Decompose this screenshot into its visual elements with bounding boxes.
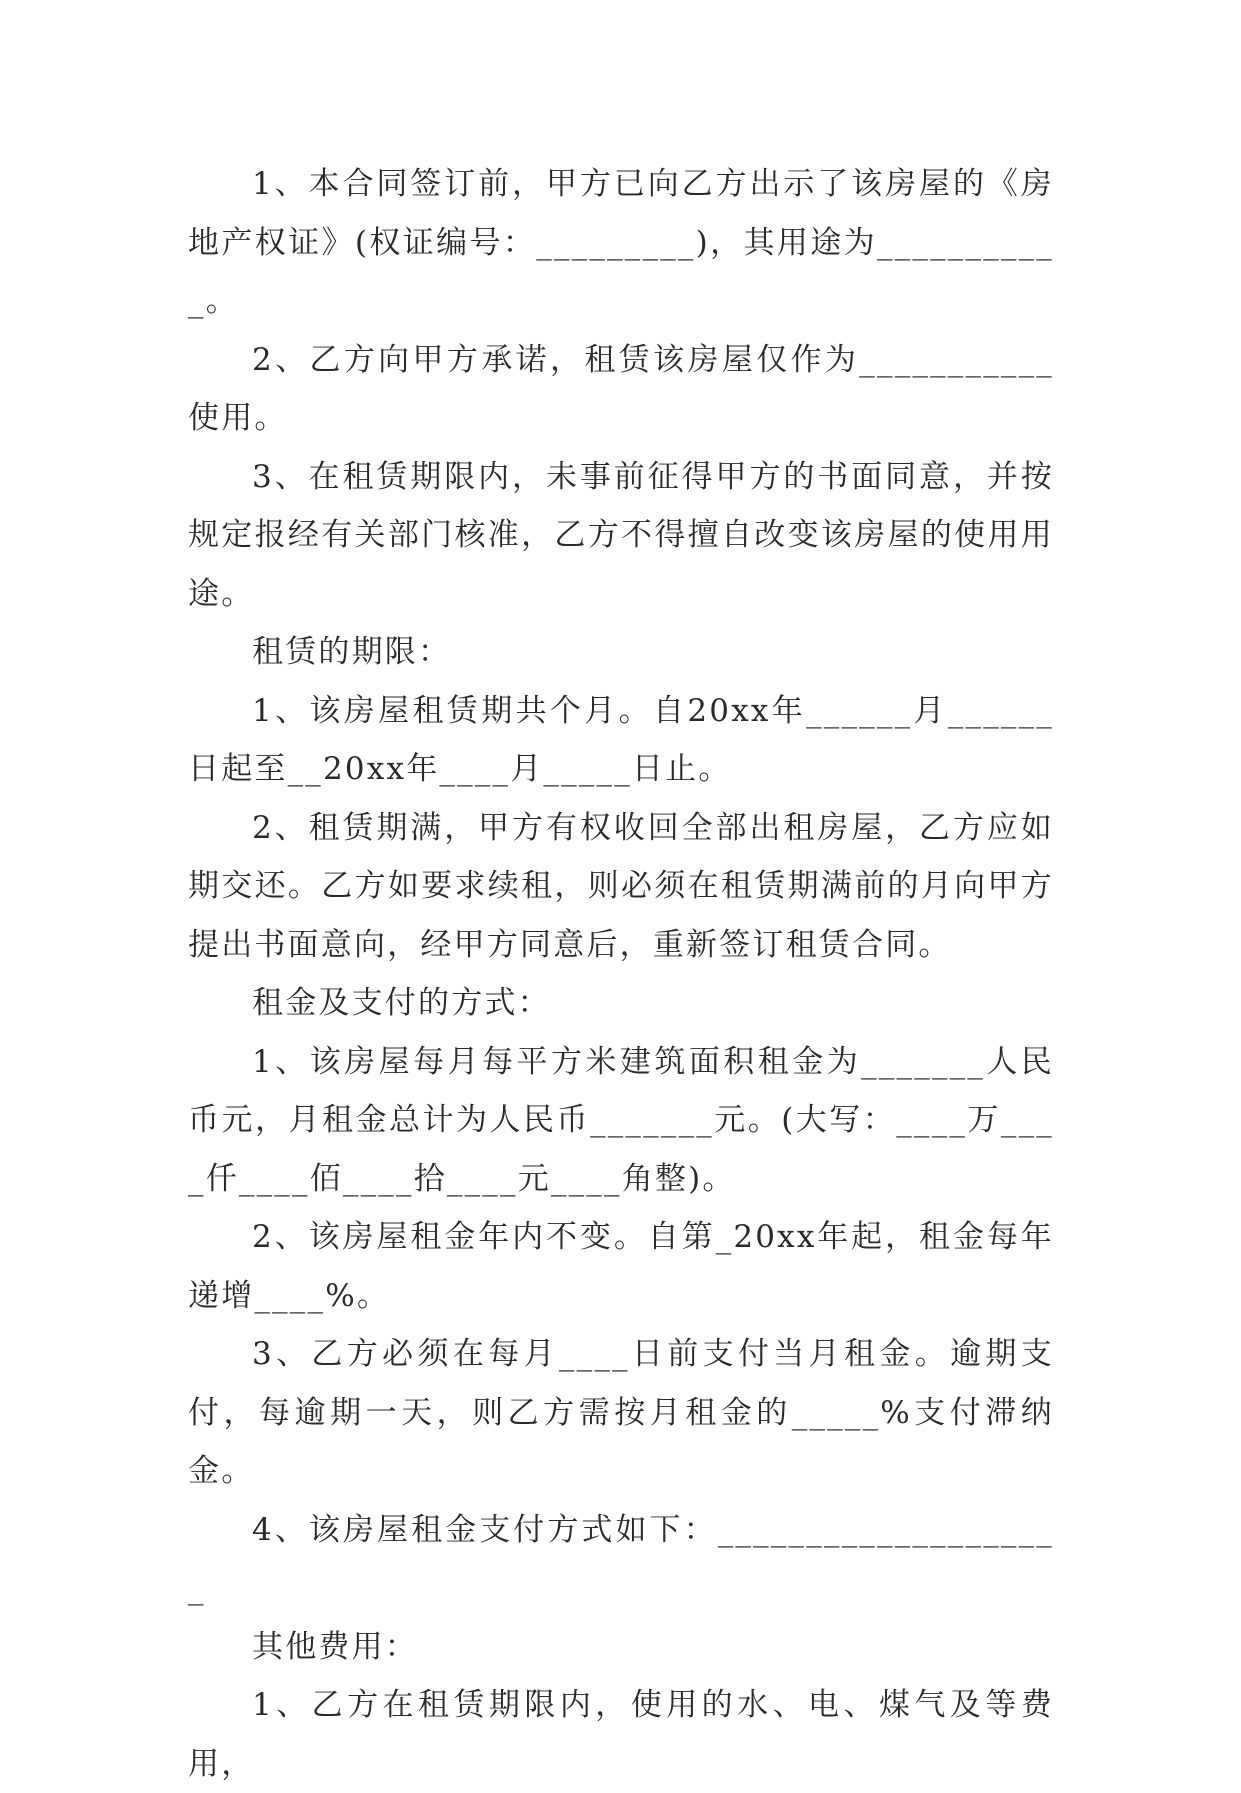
section-heading-rent-payment: 租金及支付的方式： <box>252 985 551 1021</box>
clause-purpose-promise: 2、乙方向甲方承诺，租赁该房屋仅作为___________使用。 <box>188 341 1054 436</box>
clause-term-period: 1、该房屋租赁期共个月。自20xx年______月______日起至__20xx年____月_____日止。 <box>188 692 1054 787</box>
section-heading-other-fees: 其他费用： <box>252 1628 418 1665</box>
clause-rent-due-date: 3、乙方必须在每月____日前支付当月租金。逾期支付，每逾期一天，则乙方需按月租金的_____%支付滞纳金。 <box>188 1336 1054 1489</box>
clause-other-fees-utilities: 1、乙方在租赁期限内，使用的水、电、煤气及等费用， <box>188 1687 1054 1782</box>
clause-rent-method: 4、该房屋租金支付方式如下：____________________ <box>188 1511 1054 1606</box>
clause-term-renewal: 2、租赁期满，甲方有权收回全部出租房屋，乙方应如期交还。乙方如要求续租，则必须在租赁期满前的月向甲方提出书面意向，经甲方同意后，重新签订租赁合同。 <box>188 809 1054 963</box>
document-body <box>188 155 1054 1793</box>
clause-purpose-change: 3、在租赁期限内，未事前征得甲方的书面同意，并按规定报经有关部门核准，乙方不得擅自改变该房屋的使用用途。 <box>188 458 1054 612</box>
clause-purpose-disclosure: 1、本合同签订前，甲方已向乙方出示了该房屋的《房地产权证》(权证编号：_________)，其用途为___________。 <box>188 166 1054 319</box>
clause-rent-amount: 1、该房屋每月每平方米建筑面积租金为_______人民币元，月租金总计为人民币_______元。(大写：____万____仟____佰____拾____元____角整)。 <box>188 1043 1054 1197</box>
section-heading-lease-term: 租赁的期限： <box>252 634 452 670</box>
clause-rent-increase: 2、该房屋租金年内不变。自第_20xx年起，租金每年递增____%。 <box>188 1219 1054 1314</box>
